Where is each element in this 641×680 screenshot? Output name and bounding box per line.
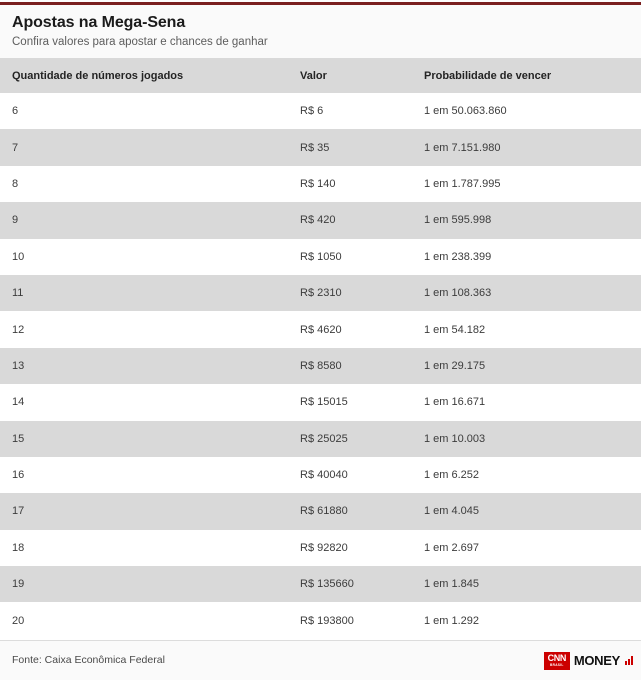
footer [0, 640, 641, 680]
table-row [0, 493, 641, 529]
table-cell: R$ 61880 [300, 505, 348, 518]
page-subtitle: Confira valores para apostar e chances de ganhar [12, 36, 268, 48]
table-cell: R$ 2310 [300, 287, 342, 300]
column-header-valor: Valor [300, 69, 327, 82]
table-cell: 1 em 1.845 [424, 578, 480, 591]
table-cell: R$ 40040 [300, 469, 348, 482]
table-cell: 7 [12, 141, 19, 154]
table-cell: R$ 4620 [300, 323, 342, 336]
table-cell: 14 [12, 396, 25, 409]
table-cell: 1 em 238.399 [424, 250, 492, 263]
cnn-logo-subtext: BRASIL [549, 662, 564, 667]
table-cell: 15 [12, 432, 25, 445]
source-note: Fonte: Caixa Econômica Federal [12, 654, 165, 666]
table-body [0, 93, 641, 639]
table-row [0, 602, 641, 638]
data-table [0, 58, 641, 640]
bar-chart-icon [625, 656, 633, 665]
table-cell: R$ 6 [300, 105, 324, 118]
table-row [0, 566, 641, 602]
table-cell: R$ 140 [300, 177, 336, 190]
money-logo-text: MONEY [573, 653, 620, 668]
table-header-row [0, 58, 641, 93]
table-cell: R$ 135660 [300, 578, 354, 591]
table-cell: R$ 15015 [300, 396, 348, 409]
table-row [0, 421, 641, 457]
table-cell: 1 em 6.252 [424, 469, 480, 482]
table-cell: R$ 8580 [300, 359, 342, 372]
table-row [0, 384, 641, 420]
table-row [0, 275, 641, 311]
table-cell: 1 em 108.363 [424, 287, 492, 300]
table-row [0, 239, 641, 275]
table-row [0, 457, 641, 493]
table-cell: 1 em 29.175 [424, 359, 486, 372]
table-cell: 1 em 50.063.860 [424, 105, 507, 118]
cnn-logo-text: CNN [547, 652, 566, 663]
cnn-money-logo [544, 652, 633, 670]
table-cell: 6 [12, 105, 19, 118]
table-cell: 1 em 595.998 [424, 214, 492, 227]
table-cell: 1 em 2.697 [424, 541, 480, 554]
table-cell: 11 [12, 287, 24, 300]
table-row [0, 93, 641, 129]
table-cell: R$ 92820 [300, 541, 348, 554]
table-row [0, 311, 641, 347]
table-row [0, 166, 641, 202]
table-cell: 16 [12, 469, 25, 482]
table-row [0, 129, 641, 165]
table-cell: 1 em 1.292 [424, 614, 480, 627]
table-cell: 9 [12, 214, 19, 227]
title-block [0, 5, 641, 58]
table-cell: 20 [12, 614, 25, 627]
table-cell: R$ 1050 [300, 250, 342, 263]
table-cell: 1 em 16.671 [424, 396, 486, 409]
table-cell: 10 [12, 250, 25, 263]
table-cell: 13 [12, 359, 25, 372]
table-cell: 18 [12, 541, 25, 554]
table-cell: R$ 193800 [300, 614, 354, 627]
page-title: Apostas na Mega-Sena [12, 14, 186, 31]
column-header-quantidade: Quantidade de números jogados [12, 69, 184, 82]
table-cell: 12 [12, 323, 25, 336]
table-row [0, 530, 641, 566]
cnn-logo-icon [544, 652, 570, 670]
table-cell: R$ 25025 [300, 432, 348, 445]
table-cell: 19 [12, 578, 25, 591]
table-cell: 1 em 4.045 [424, 505, 480, 518]
table-cell: 8 [12, 177, 19, 190]
table-cell: 17 [12, 505, 25, 518]
table-cell: R$ 35 [300, 141, 330, 154]
table-cell: 1 em 10.003 [424, 432, 486, 445]
table-cell: 1 em 7.151.980 [424, 141, 501, 154]
column-header-probabilidade: Probabilidade de vencer [424, 69, 552, 82]
table-row [0, 348, 641, 384]
table-cell: 1 em 54.182 [424, 323, 486, 336]
table-row [0, 202, 641, 238]
table-cell: 1 em 1.787.995 [424, 177, 501, 190]
table-cell: R$ 420 [300, 214, 336, 227]
